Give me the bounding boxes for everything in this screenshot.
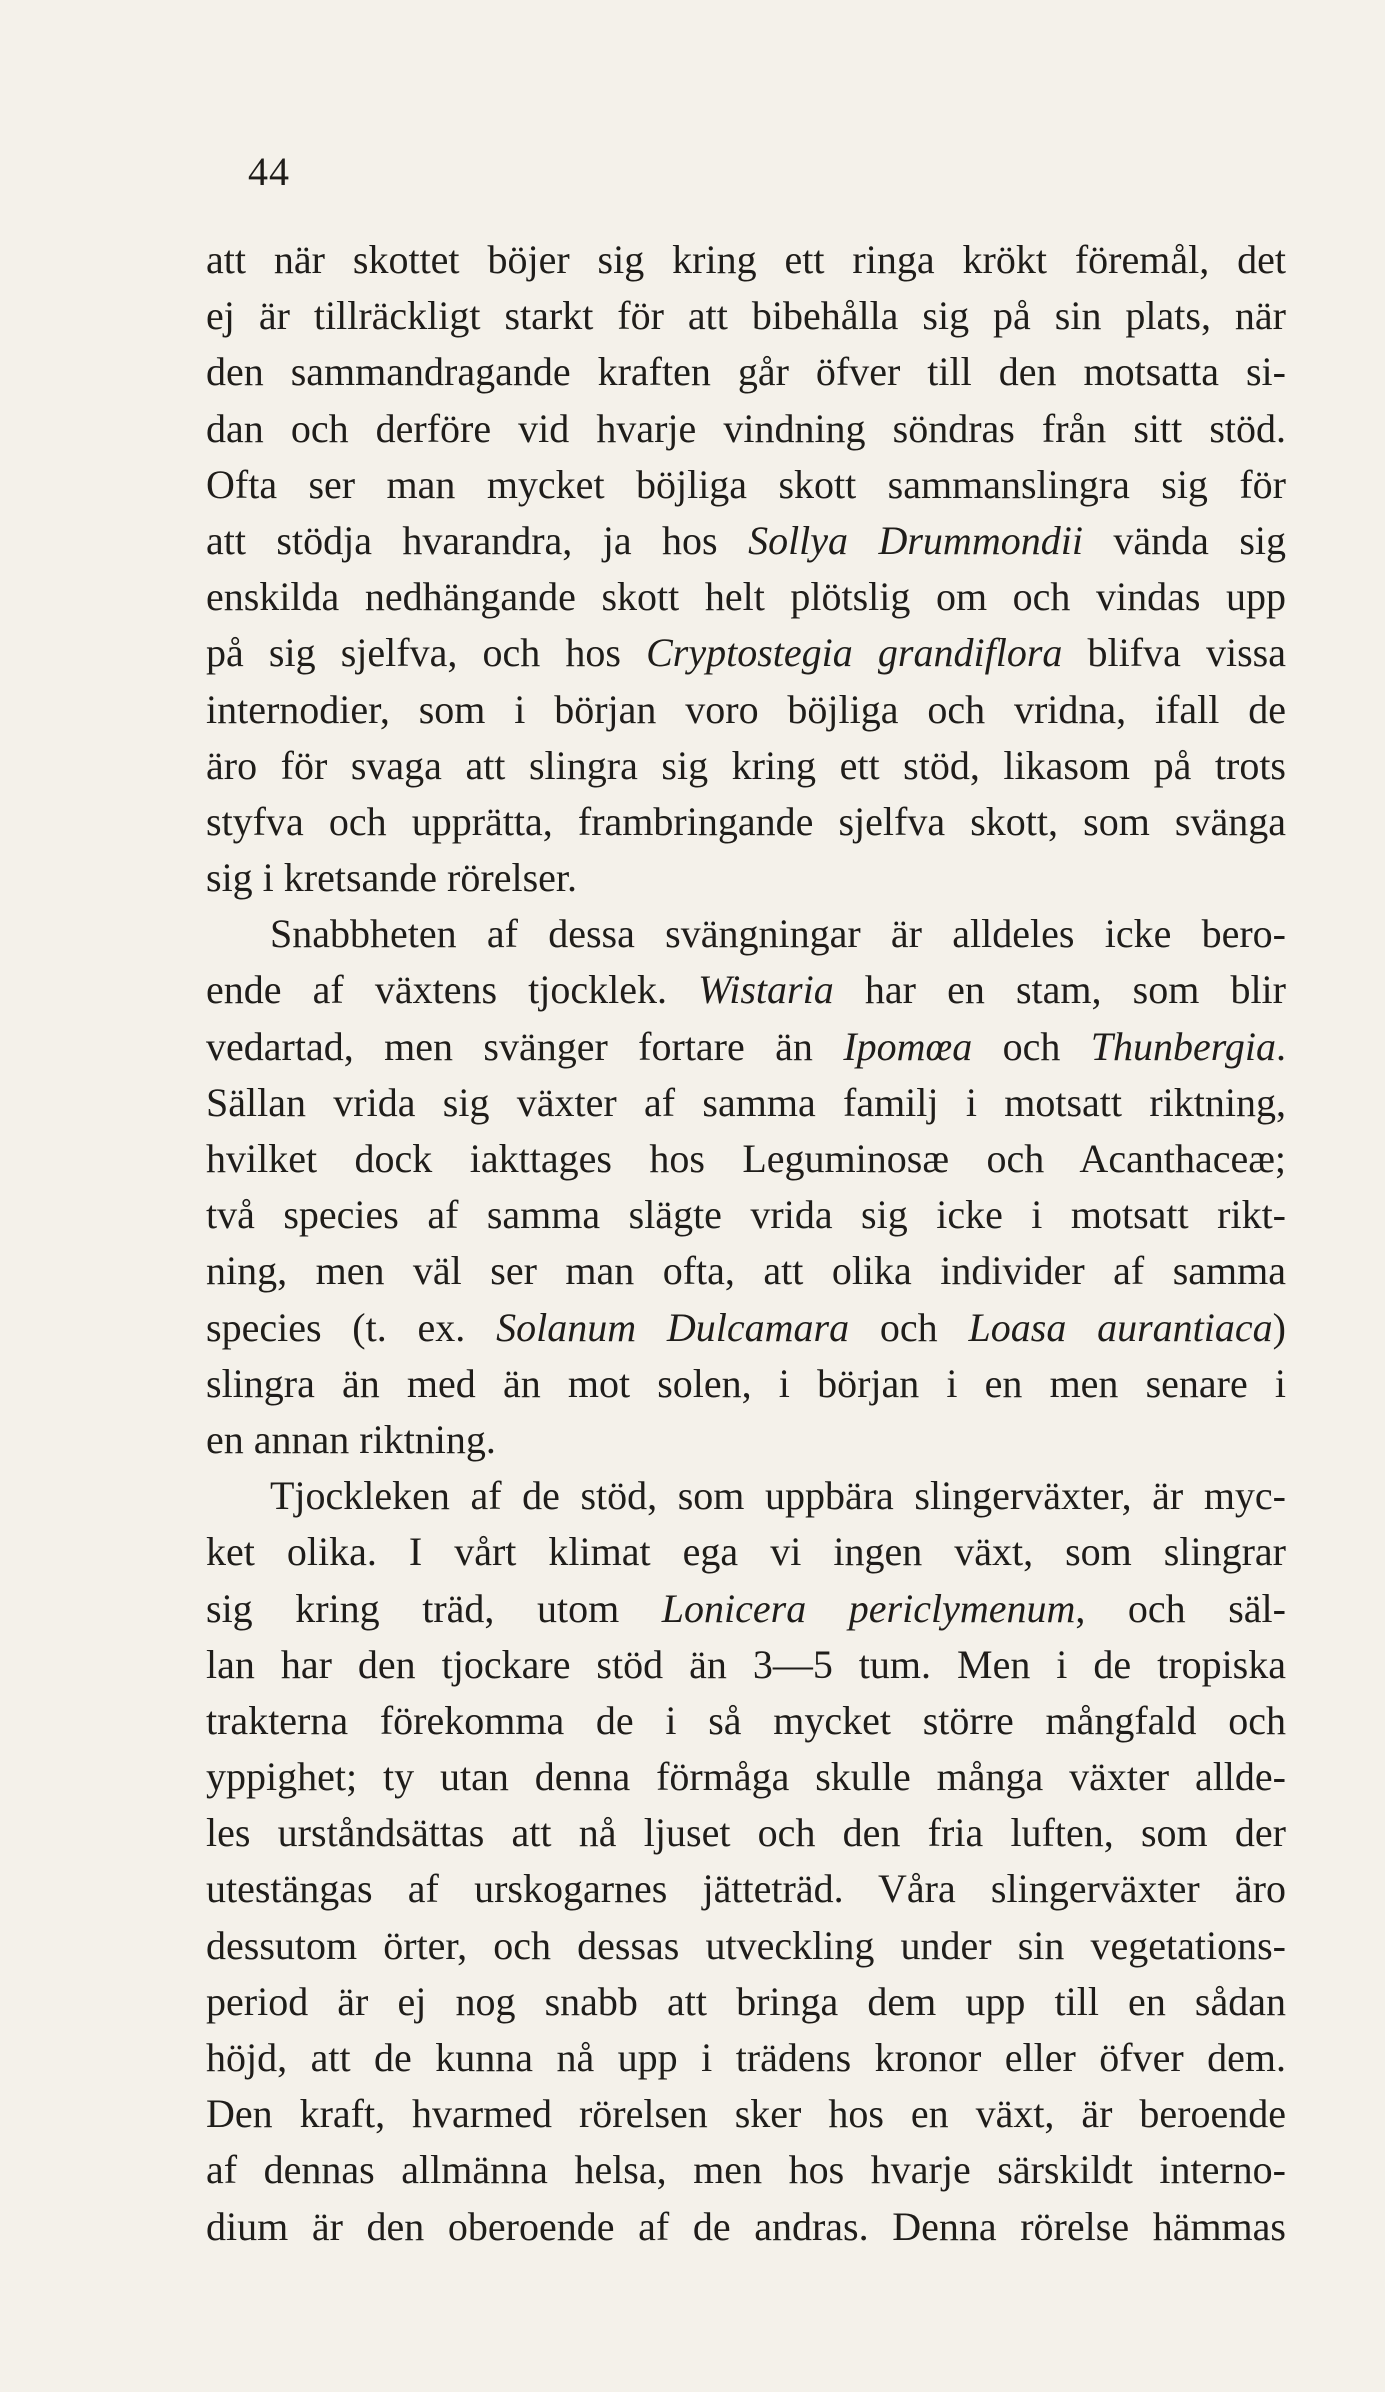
text-segment: att när skottet böjer sig kring ett ringa krökt föremål, det (206, 237, 1286, 282)
text-segment: vända sig (1082, 517, 1286, 563)
text-segment: les urståndsättas att nå ljuset och den fria luften, som der (206, 1810, 1286, 1856)
text-line (206, 1974, 1286, 2030)
text-segment: en annan riktning. (206, 1416, 496, 1462)
body-text (206, 232, 1286, 2255)
page-number: 44 (248, 149, 290, 194)
text-segment: af dennas allmänna helsa, men hos hvarje särskildt interno- (206, 2147, 1286, 2193)
text-segment: vedartad, men svänger fortare än (206, 1023, 844, 1069)
text-line (206, 401, 1286, 457)
text-line (206, 1861, 1286, 1917)
text-segment: att stödja hvarandra, ja hos (206, 517, 749, 563)
text-segment: Den kraft, hvarmed rörelsen sker hos en växt, är beroende (206, 2091, 1286, 2137)
text-line (206, 1131, 1286, 1187)
text-segment: ej är tillräckligt starkt för att bibehålla sig på sin plats, när (206, 293, 1286, 339)
text-line (206, 569, 1286, 625)
italic-text: Thunbergia (1090, 1023, 1276, 1069)
text-segment: internodier, som i början voro böjliga och vridna, ifall de (206, 686, 1286, 732)
text-line (206, 2030, 1286, 2086)
italic-text: Loasa aurantiaca (968, 1304, 1273, 1350)
text-segment: och (972, 1023, 1091, 1069)
text-line (206, 344, 1286, 400)
text-line (206, 906, 1286, 962)
text-line (206, 1468, 1286, 1524)
text-line (206, 1356, 1286, 1412)
text-segment: ning, men väl ser man ofta, att olika individer af samma (206, 1248, 1286, 1294)
text-segment: yppighet; ty utan denna förmåga skulle många växter allde- (206, 1754, 1286, 1800)
text-line (206, 625, 1286, 681)
text-line (206, 1918, 1286, 1974)
text-segment: lan har den tjockare stöd än 3—5 tum. Men i de tropiska (206, 1641, 1286, 1687)
text-segment: utestängas af urskogarnes jätteträd. Våra slingerväxter äro (206, 1866, 1286, 1912)
italic-text: Sollya Drummondii (748, 517, 1083, 563)
text-segment: period är ej nog snabb att bringa dem upp till en sådan (206, 1978, 1286, 2024)
text-segment: styfva och upprätta, frambringande sjelfva skott, som svänga (206, 798, 1286, 844)
text-segment: , och säl- (1075, 1585, 1286, 1631)
text-line (206, 1300, 1286, 1356)
text-segment: ) (1272, 1304, 1286, 1350)
text-line (206, 1412, 1286, 1468)
text-line (206, 232, 1286, 288)
text-segment: hvilket dock iakttages hos Leguminosæ och Acanthaceæ; (206, 1136, 1286, 1181)
text-line (206, 1524, 1286, 1580)
text-line (206, 1075, 1286, 1131)
text-segment: Ofta ser man mycket böjliga skott sammanslingra sig för (206, 461, 1286, 507)
text-segment: sig i kretsande rörelser. (206, 855, 577, 901)
text-segment: äro för svaga att slingra sig kring ett stöd, likasom på trots (206, 742, 1286, 788)
italic-text: Ipomœa (843, 1023, 973, 1069)
text-line (206, 457, 1286, 513)
text-segment: och (849, 1304, 969, 1350)
text-line (206, 850, 1286, 906)
text-line (206, 2199, 1286, 2255)
text-line (206, 1805, 1286, 1861)
text-segment: Tjockleken af de stöd, som uppbära slingerväxter, är myc- (270, 1473, 1286, 1519)
text-line (206, 962, 1286, 1018)
italic-text: Cryptostegia grandiflora (646, 630, 1063, 676)
text-segment: Snabbheten af dessa svängningar är alldeles icke bero- (270, 911, 1286, 957)
text-segment: två species af samma slägte vrida sig icke i motsatt rikt- (206, 1192, 1286, 1238)
text-segment: . (1276, 1023, 1286, 1069)
text-line (206, 1019, 1286, 1075)
text-segment: har en stam, som blir (833, 967, 1286, 1013)
text-segment: den sammandragande kraften går öfver till den motsatta si- (206, 349, 1286, 395)
text-segment: dium är den oberoende af de andras. Denna rörelse hämmas (206, 2203, 1286, 2249)
text-line (206, 1637, 1286, 1693)
text-line (206, 2142, 1286, 2198)
italic-text: Lonicera periclymenum (661, 1585, 1076, 1631)
text-segment: på sig sjelfva, och hos (206, 630, 647, 676)
text-line (206, 288, 1286, 344)
text-segment: dan och derföre vid hvarje vindning söndras från sitt stöd. (206, 405, 1286, 451)
text-line (206, 1243, 1286, 1299)
text-line (206, 794, 1286, 850)
text-line (206, 682, 1286, 738)
text-line (206, 513, 1286, 569)
text-line (206, 738, 1286, 794)
text-segment: slingra än med än mot solen, i början i en men senare i (206, 1360, 1286, 1406)
text-segment: blifva vissa (1062, 630, 1286, 676)
text-segment: ende af växtens tjocklek. (206, 967, 699, 1013)
text-segment: Sällan vrida sig växter af samma familj i motsatt riktning, (206, 1079, 1286, 1125)
text-line (206, 1749, 1286, 1805)
text-segment: höjd, att de kunna nå upp i trädens kronor eller öfver dem. (206, 2035, 1286, 2080)
text-line (206, 1187, 1286, 1243)
italic-text: Wistaria (698, 967, 834, 1013)
text-line (206, 1581, 1286, 1637)
text-line (206, 1693, 1286, 1749)
text-segment: enskilda nedhängande skott helt plötslig om och vindas upp (206, 574, 1286, 620)
text-segment: sig kring träd, utom (206, 1585, 662, 1631)
text-segment: ket olika. I vårt klimat ega vi ingen växt, som slingrar (206, 1529, 1286, 1575)
text-line (206, 2086, 1286, 2142)
text-segment: dessutom örter, och dessas utveckling under sin vegetations- (206, 1922, 1286, 1968)
text-segment: species (t. ex. (206, 1304, 497, 1350)
text-segment: trakterna förekomma de i så mycket större mångfald och (206, 1697, 1286, 1743)
italic-text: Solanum Dulcamara (496, 1304, 850, 1350)
